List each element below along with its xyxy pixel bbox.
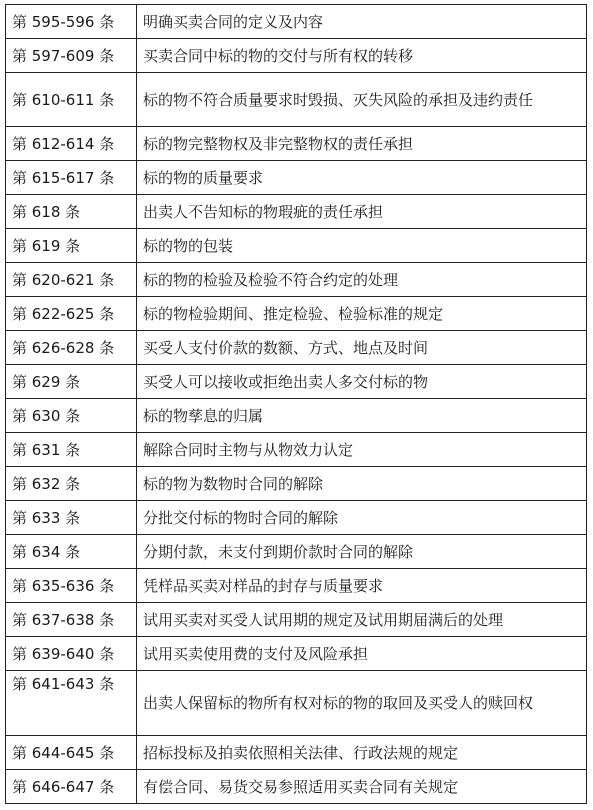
article-number-cell: 第 630 条 [6, 399, 137, 433]
table-row [6, 467, 587, 501]
table-row [6, 297, 587, 331]
article-content-cell: 试用买卖对买受人试用期的规定及试用期届满后的处理 [137, 603, 587, 637]
table-row [6, 39, 587, 73]
table-row [6, 569, 587, 603]
article-content-cell: 出卖人保留标的物所有权对标的物的取回及买受人的赎回权 [137, 671, 587, 736]
article-content-cell: 试用买卖使用费的支付及风险承担 [137, 637, 587, 671]
article-number-cell: 第 595-596 条 [6, 5, 137, 39]
article-content-cell: 标的物检验期间、推定检验、检验标准的规定 [137, 297, 587, 331]
table-row [6, 736, 587, 770]
table-row [6, 5, 587, 39]
table-row [6, 161, 587, 195]
table-row [6, 671, 587, 736]
article-content-cell: 买受人可以接收或拒绝出卖人多交付标的物 [137, 365, 587, 399]
table-row [6, 263, 587, 297]
table-row [6, 770, 587, 804]
table-row [6, 229, 587, 263]
article-number-cell: 第 635-636 条 [6, 569, 137, 603]
article-number-cell: 第 641-643 条 [6, 671, 137, 736]
article-number-cell: 第 632 条 [6, 467, 137, 501]
article-number-cell: 第 620-621 条 [6, 263, 137, 297]
table-row [6, 73, 587, 127]
article-number-cell: 第 633 条 [6, 501, 137, 535]
table-row [6, 399, 587, 433]
article-content-cell: 标的物的包装 [137, 229, 587, 263]
table-row [6, 127, 587, 161]
table-row [6, 365, 587, 399]
article-number-cell: 第 612-614 条 [6, 127, 137, 161]
table-row [6, 433, 587, 467]
article-content-cell: 买卖合同中标的物的交付与所有权的转移 [137, 39, 587, 73]
table-row [6, 195, 587, 229]
table-row [6, 535, 587, 569]
article-number-cell: 第 644-645 条 [6, 736, 137, 770]
table-row [6, 501, 587, 535]
article-number-cell: 第 619 条 [6, 229, 137, 263]
article-number-cell: 第 597-609 条 [6, 39, 137, 73]
article-content-cell: 有偿合同、易货交易参照适用买卖合同有关规定 [137, 770, 587, 804]
article-content-cell: 标的物孳息的归属 [137, 399, 587, 433]
article-content-cell: 标的物的检验及检验不符合约定的处理 [137, 263, 587, 297]
article-number-cell: 第 646-647 条 [6, 770, 137, 804]
article-number-cell: 第 622-625 条 [6, 297, 137, 331]
article-number-cell: 第 629 条 [6, 365, 137, 399]
table-row [6, 603, 587, 637]
table-row [6, 637, 587, 671]
article-content-cell: 出卖人不告知标的物瑕疵的责任承担 [137, 195, 587, 229]
article-number-cell: 第 631 条 [6, 433, 137, 467]
article-number-cell: 第 618 条 [6, 195, 137, 229]
article-content-cell: 解除合同时主物与从物效力认定 [137, 433, 587, 467]
article-content-cell: 凭样品买卖对样品的封存与质量要求 [137, 569, 587, 603]
article-content-cell: 分期付款，未支付到期价款时合同的解除 [137, 535, 587, 569]
article-content-cell: 标的物不符合质量要求时毁损、灭失风险的承担及违约责任 [137, 73, 587, 127]
article-content-cell: 买受人支付价款的数额、方式、地点及时间 [137, 331, 587, 365]
article-content-cell: 标的物的质量要求 [137, 161, 587, 195]
table-row [6, 331, 587, 365]
article-number-cell: 第 637-638 条 [6, 603, 137, 637]
article-number-cell: 第 610-611 条 [6, 73, 137, 127]
article-content-cell: 分批交付标的物时合同的解除 [137, 501, 587, 535]
article-number-cell: 第 639-640 条 [6, 637, 137, 671]
article-content-cell: 标的物为数物时合同的解除 [137, 467, 587, 501]
article-content-cell: 招标投标及拍卖依照相关法律、行政法规的规定 [137, 736, 587, 770]
table-body [6, 5, 587, 804]
article-number-cell: 第 634 条 [6, 535, 137, 569]
article-content-cell: 明确买卖合同的定义及内容 [137, 5, 587, 39]
article-number-cell: 第 626-628 条 [6, 331, 137, 365]
article-number-cell: 第 615-617 条 [6, 161, 137, 195]
article-content-cell: 标的物完整物权及非完整物权的责任承担 [137, 127, 587, 161]
civil-code-articles-table [5, 4, 587, 804]
